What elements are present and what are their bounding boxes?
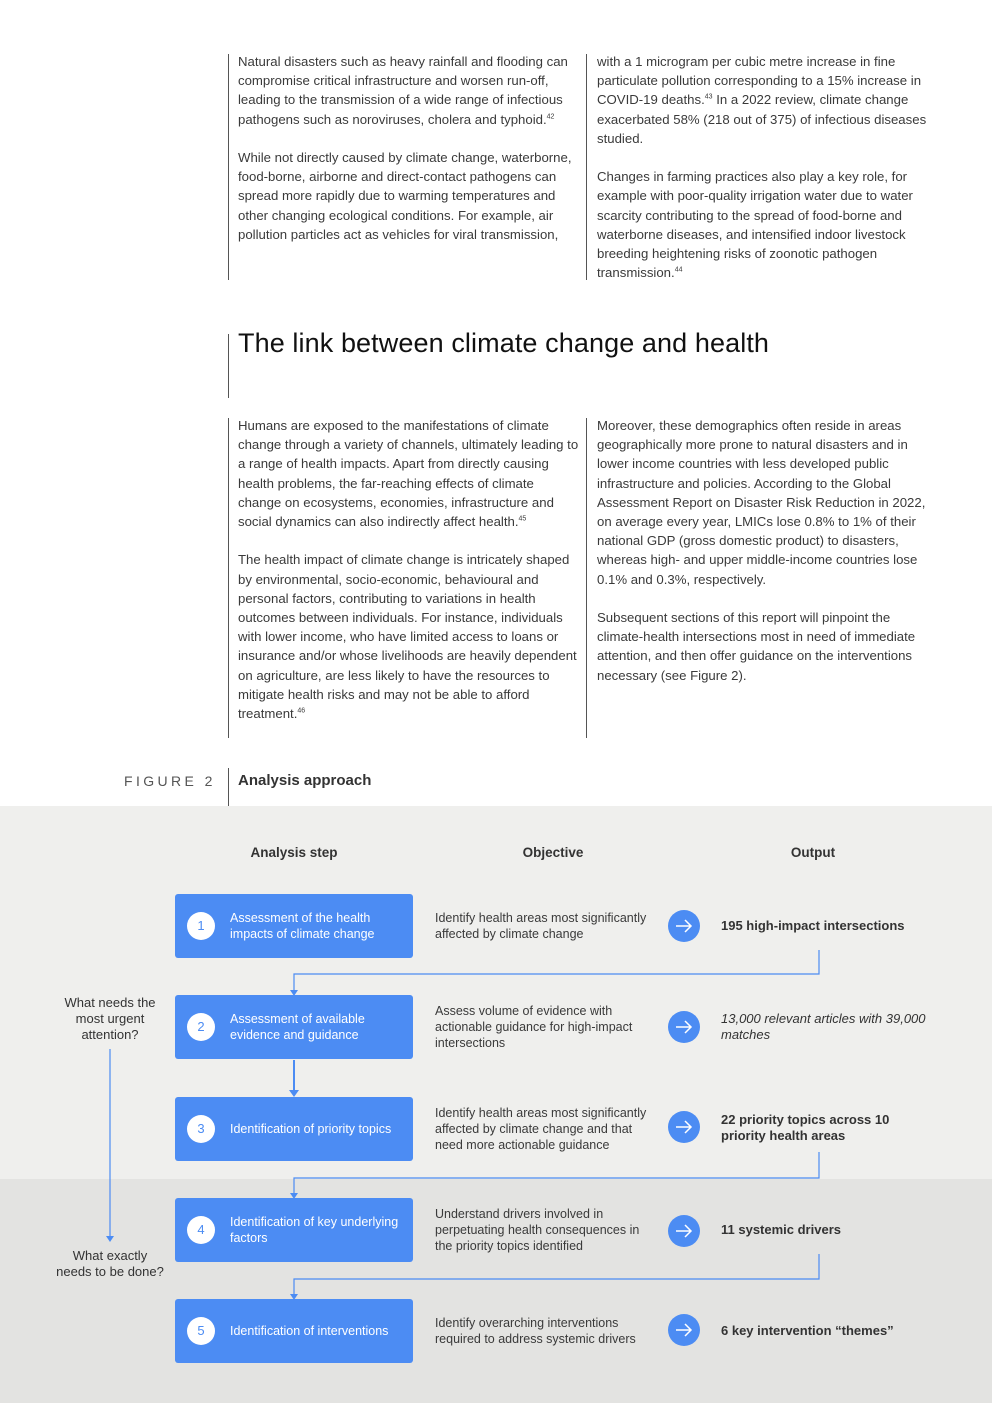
output-1: 195 high-impact intersections xyxy=(721,918,905,933)
arrow-right-icon xyxy=(668,910,700,942)
mid-right-rule xyxy=(586,418,587,738)
mid-left-column xyxy=(238,416,580,723)
step-number: 3 xyxy=(187,1115,215,1143)
top-left-rule xyxy=(228,54,229,280)
step-label: Identification of key underlying factors xyxy=(230,1215,399,1245)
step-box-5 xyxy=(175,1299,413,1363)
step-box-3 xyxy=(175,1097,413,1161)
section-heading: The link between climate change and health xyxy=(238,328,770,358)
side-question-done: What exactly needs to be done? xyxy=(56,1248,164,1279)
step-number: 4 xyxy=(187,1216,215,1244)
column-header-step: Analysis step xyxy=(250,845,338,860)
step-box-4 xyxy=(175,1198,413,1262)
objective-4: Understand drivers involved in perpetuating health consequences in the priority topics identified xyxy=(435,1207,640,1253)
paragraph: While not directly caused by climate change, waterborne, food-borne, airborne and direct-contact pathogens can spread more rapidly due to warming temperatures and other changing ecological conditions. For example, air pollution particles act as vehicles for viral transmission, xyxy=(238,150,572,242)
objective-3: Identify health areas most significantly affected by climate change and that need more actionable guidance xyxy=(435,1106,647,1152)
step-number: 1 xyxy=(187,912,215,940)
output-3: 22 priority topics across 10 priority health areas xyxy=(721,1112,890,1143)
footnote-ref: 44 xyxy=(674,266,683,274)
step-number: 5 xyxy=(187,1317,215,1345)
figure-rule xyxy=(228,768,229,806)
arrow-right-icon xyxy=(668,1111,700,1143)
step-number: 2 xyxy=(187,1013,215,1041)
footnote-ref: 43 xyxy=(704,94,713,102)
step-box-1 xyxy=(175,894,413,958)
objective-2: Assess volume of evidence with actionable guidance for high-impact intersections xyxy=(435,1004,633,1050)
paragraph: Changes in farming practices also play a key role, for example with poor-quality irrigation water due to water scarcity contributing to the spread of food-borne and waterborne diseases, and intensified indoor livestock breeding heightening risks of zoonotic pathogen transmission.$^{44}$ xyxy=(597,169,913,281)
mid-left-rule xyxy=(228,418,229,738)
top-right-rule xyxy=(586,54,587,280)
paragraph: Natural disasters such as heavy rainfall and flooding can compromise critical infrastructure and worsen run-off, leading to the transmission of a wide range of infectious pathogens such as noroviruses, cholera and typhoid.$^{42}$ xyxy=(238,54,568,127)
objective-1: Identify health areas most significantly affected by climate change xyxy=(435,911,647,941)
objective-5: Identify overarching interventions required to address systemic drivers xyxy=(435,1316,636,1346)
paragraph: with a 1 microgram per cubic metre increase in fine particulate pollution corresponding to a 15% increase in COVID-19 deaths.$^{43}$ In a 2022 review, climate change exacerbated 58% (218 out of 375) of infectious diseases studied. xyxy=(597,54,927,146)
output-5: 6 key intervention “themes” xyxy=(721,1323,894,1338)
column-header-output: Output xyxy=(790,845,836,860)
mid-right-column xyxy=(597,416,939,685)
paragraph: Subsequent sections of this report will pinpoint the climate-health intersections most in need of immediate attention, and then offer guidance on the interventions necessary (see Figure 2). xyxy=(597,610,916,683)
paragraph: Moreover, these demographics often reside in areas geographically more prone to natural disasters and in lower income countries with less developed public infrastructure and policies. According to the Global Assessment Report on Disaster Risk Reduction in 2022, on average every year, LMICs lose 0.8% to 1% of their national GDP (gross domestic product) to disasters, whereas high- and upper middle-income countries lose 0.1% and 0.3%, respectively. xyxy=(597,418,926,587)
arrow-right-icon xyxy=(668,1011,700,1043)
arrow-right-icon xyxy=(668,1215,700,1247)
side-question-attention: What needs the most urgent attention? xyxy=(64,995,156,1042)
footnote-ref: 42 xyxy=(546,113,555,121)
column-header-objective: Objective xyxy=(522,845,584,860)
figure-title: Analysis approach xyxy=(238,772,372,789)
output-4: 11 systemic drivers xyxy=(721,1222,841,1237)
heading-rule xyxy=(228,334,229,398)
step-label: Identification of priority topics xyxy=(230,1122,392,1136)
step-label: Assessment of available evidence and guidance xyxy=(230,1012,365,1042)
top-right-column xyxy=(597,52,937,282)
paragraph: The health impact of climate change is intricately shaped by environmental, socio-economic, behavioural and personal factors, contributing to variations in health outcomes between individuals. For instance, individuals with lower income, who have limited access to loans or insurance and/or whose livelihoods are heavily dependent on agriculture, are less likely to have the resources to mitigate health risks and may not be able to afford treatment.$^{46}$ xyxy=(238,552,577,722)
footnote-ref: 45 xyxy=(518,515,527,523)
figure-label: FIGURE 2 xyxy=(124,773,216,789)
paragraph: Humans are exposed to the manifestations of climate change through a variety of channels, ultimately leading to a range of health impacts. Apart from directly causing health problems, the far-reaching effects of climate change on ecosystems, economies, infrastructure and social dynamics can also indirectly affect health.$^{45}$ xyxy=(238,418,579,530)
step-box-2 xyxy=(175,995,413,1059)
top-left-column xyxy=(238,52,578,244)
arrow-right-icon xyxy=(668,1314,700,1346)
step-label: Assessment of the health impacts of climate change xyxy=(230,911,375,941)
step-label: Identification of interventions xyxy=(230,1324,389,1338)
footnote-ref: 46 xyxy=(297,707,306,715)
output-2: 13,000 relevant articles with 39,000 matches xyxy=(721,1011,926,1042)
